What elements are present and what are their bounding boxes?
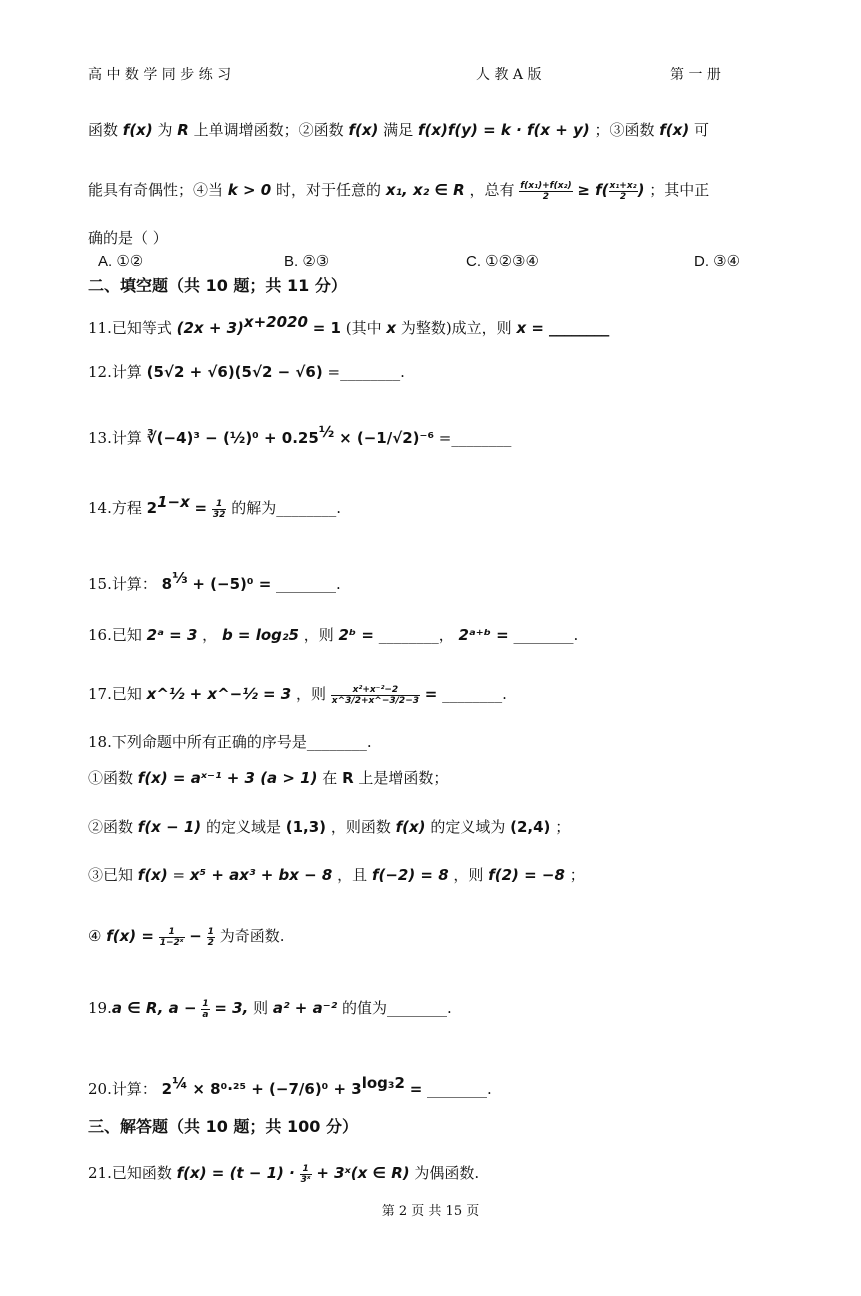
math: a² + a⁻² — [272, 999, 338, 1017]
text: 16.已知 — [88, 626, 142, 644]
math: 8 — [161, 575, 173, 593]
math: 2ᵃ = 3 — [146, 626, 198, 644]
option-c: C. ①②③④ — [466, 253, 539, 270]
text: 14.方程 — [88, 499, 142, 517]
exponent: log₃2 — [361, 1074, 405, 1092]
denominator: 2 — [542, 191, 550, 202]
math: × (−1/√2)⁻⁶ — [339, 429, 435, 447]
text: 函数 — [88, 121, 119, 139]
math: = — [409, 1080, 423, 1098]
math: f(x) = (t − 1) · — [176, 1164, 295, 1182]
text: ，则 — [453, 866, 484, 884]
text: ，则 — [303, 626, 334, 644]
math: (2x + 3) — [176, 319, 244, 337]
math: + (−5)⁰ = — [192, 575, 272, 593]
math: f(x) — [137, 866, 168, 884]
text: 的值为________. — [342, 999, 452, 1017]
text: ，则 — [296, 685, 327, 703]
exponent: 1−x — [157, 493, 190, 511]
exponent: x+2020 — [243, 313, 308, 331]
math: × 8⁰·²⁵ + (−7/6)⁰ + 3 — [192, 1080, 362, 1098]
math: (1,3) — [285, 818, 327, 836]
fraction — [519, 181, 572, 202]
q18-s4 — [88, 926, 773, 948]
math: (5√2 + √6)(5√2 − √6) — [146, 363, 323, 381]
math: + 3ˣ(x ∈ R) — [316, 1164, 410, 1182]
math: ) — [637, 181, 645, 199]
fraction — [159, 927, 185, 948]
q14 — [88, 492, 773, 520]
q18-s2 — [88, 817, 773, 837]
math: (2,4) — [510, 818, 551, 836]
text: 时，对于任意的 — [276, 181, 382, 199]
denominator: a — [202, 1009, 209, 1020]
math: f(x) = — [106, 927, 154, 945]
math: 2ᵇ = — [338, 626, 374, 644]
math: 2ᵃ⁺ᵇ = — [458, 626, 509, 644]
q18-stem: 18.下列命题中所有正确的序号是________. — [88, 733, 372, 751]
math: 2 — [146, 499, 158, 517]
fraction — [201, 999, 209, 1020]
answer-blank: =________. — [327, 363, 405, 381]
answer-blank: ________. — [427, 1080, 492, 1098]
q20 — [88, 1073, 773, 1099]
answer-blank: =________ — [438, 429, 512, 447]
exponent: ¼ — [172, 1074, 188, 1092]
math: f(x) — [659, 121, 690, 139]
header-subject: 高 中 数 学 同 步 练 习 — [88, 67, 232, 83]
math: b = log₂5 — [221, 626, 299, 644]
text: 能具有奇偶性；④当 — [88, 181, 224, 199]
answer-blank: ________. — [513, 626, 579, 644]
text: 的定义域为 — [430, 818, 506, 836]
math: x₁, x₂ ∈ R — [385, 181, 465, 199]
text: 15.计算： — [88, 575, 157, 593]
text: = — [172, 866, 186, 884]
q15 — [88, 568, 773, 594]
text: 在 — [322, 769, 338, 787]
text: ； — [555, 818, 571, 836]
math: f(x) — [348, 121, 379, 139]
q11 — [88, 312, 773, 338]
text: 为奇函数. — [219, 927, 285, 945]
math: x⁵ + ax³ + bx − 8 — [189, 866, 333, 884]
section-3-heading: 三、解答题（共 10 题；共 100 分） — [88, 1117, 358, 1136]
numerator: 1 — [207, 926, 214, 937]
q10-line1 — [88, 120, 773, 140]
text: 的解为________. — [231, 499, 341, 517]
text: ③已知 — [88, 866, 134, 884]
text: 13.计算 — [88, 429, 142, 447]
text: ， — [202, 626, 218, 644]
numerator: x²+x⁻²−2 — [331, 685, 420, 696]
text: 满足 — [383, 121, 414, 139]
math: f(2) = −8 — [488, 866, 565, 884]
text: ，且 — [337, 866, 368, 884]
q13 — [88, 422, 773, 448]
q16 — [88, 625, 773, 645]
text: 17.已知 — [88, 685, 142, 703]
math: f(x)f(y) = k · f(x + y) — [417, 121, 590, 139]
fraction — [300, 1164, 312, 1185]
fraction — [331, 685, 420, 706]
text: 的定义域是 — [205, 818, 281, 836]
exponent: ⅓ — [172, 569, 188, 587]
numerator: x₁+x₂ — [609, 180, 637, 191]
math: f(x) — [122, 121, 153, 139]
fraction — [609, 181, 638, 202]
text: ①函数 — [88, 769, 134, 787]
q17 — [88, 684, 773, 706]
math: f(x) — [395, 818, 426, 836]
denominator: 2 — [207, 937, 214, 948]
text: ；③函数 — [594, 121, 655, 139]
option-b: B. ②③ — [284, 253, 330, 270]
math: = 1 — [312, 319, 341, 337]
text: 19. — [88, 999, 112, 1017]
math: ≥ f( — [577, 181, 609, 199]
answer-blank: x = ________ — [516, 319, 610, 337]
text: 20.计算： — [88, 1080, 157, 1098]
text: 上单调增函数；②函数 — [193, 121, 344, 139]
text: 则 — [253, 999, 269, 1017]
math: R — [177, 121, 189, 139]
section-2-heading: 二、填空题（共 10 题；共 11 分） — [88, 276, 347, 295]
math: f(x) = aˣ⁻¹ + 3 (a > 1) — [137, 769, 318, 787]
denominator: 3ˣ — [300, 1174, 311, 1185]
math: a ∈ R, a − — [111, 999, 197, 1017]
exponent: ½ — [318, 423, 335, 441]
text: ，则函数 — [330, 818, 391, 836]
math: f(x − 1) — [137, 818, 202, 836]
page-footer: 第 2 页 共 15 页 — [381, 1204, 480, 1219]
numerator: f(x₁)+f(x₂) — [520, 180, 572, 191]
math: x — [386, 319, 397, 337]
denominator: x^3/2+x^−3/2−3 — [331, 695, 419, 706]
text: ；其中正 — [649, 181, 710, 199]
q10-line2 — [88, 180, 773, 202]
text: 为偶函数. — [414, 1164, 480, 1182]
text: 为整数)成立，则 — [400, 319, 512, 337]
math: x^½ + x^−½ = 3 — [146, 685, 292, 703]
math: f(−2) = 8 — [371, 866, 449, 884]
text: ②函数 — [88, 818, 134, 836]
math: = 3, — [214, 999, 249, 1017]
fraction — [212, 499, 227, 520]
numerator: 1 — [159, 927, 185, 938]
math: ∛(−4)³ − (½)⁰ + 0.25 — [146, 429, 319, 447]
q12 — [88, 362, 773, 382]
text: 11.已知等式 — [88, 319, 172, 337]
math: 2 — [161, 1080, 173, 1098]
text: (其中 — [345, 319, 382, 337]
denominator: 1−2ˣ — [159, 937, 184, 948]
math: k > 0 — [227, 181, 272, 199]
q18-s3 — [88, 865, 773, 885]
text: 21.已知函数 — [88, 1164, 172, 1182]
q21 — [88, 1163, 773, 1185]
answer-blank: ________. — [442, 685, 507, 703]
math: R — [342, 769, 354, 787]
numerator: 1 — [212, 499, 227, 510]
text: 可 — [693, 121, 709, 139]
answer-blank: ________. — [276, 575, 341, 593]
option-d: D. ③④ — [694, 253, 741, 270]
denominator: 2 — [619, 191, 627, 202]
text: ，总有 — [469, 181, 515, 199]
q18-s1 — [88, 768, 773, 788]
q19 — [88, 998, 773, 1020]
math: − — [189, 927, 202, 945]
text: 上是增函数； — [358, 769, 449, 787]
denominator: 32 — [212, 509, 226, 520]
text: ④ — [88, 927, 102, 945]
header-edition: 人 教 A 版 — [476, 67, 542, 83]
text: 为 — [157, 121, 173, 139]
numerator: 1 — [202, 998, 209, 1009]
answer-blank: ________， — [378, 626, 454, 644]
numerator: 1 — [300, 1164, 312, 1175]
fraction — [207, 927, 215, 948]
math: = — [424, 685, 438, 703]
text: ； — [569, 866, 585, 884]
text: 12.计算 — [88, 363, 142, 381]
option-a: A. ①② — [98, 253, 144, 270]
q10-line3: 确的是（ ） — [88, 229, 168, 247]
header-volume: 第 一 册 — [670, 67, 721, 83]
math: = — [194, 499, 208, 517]
